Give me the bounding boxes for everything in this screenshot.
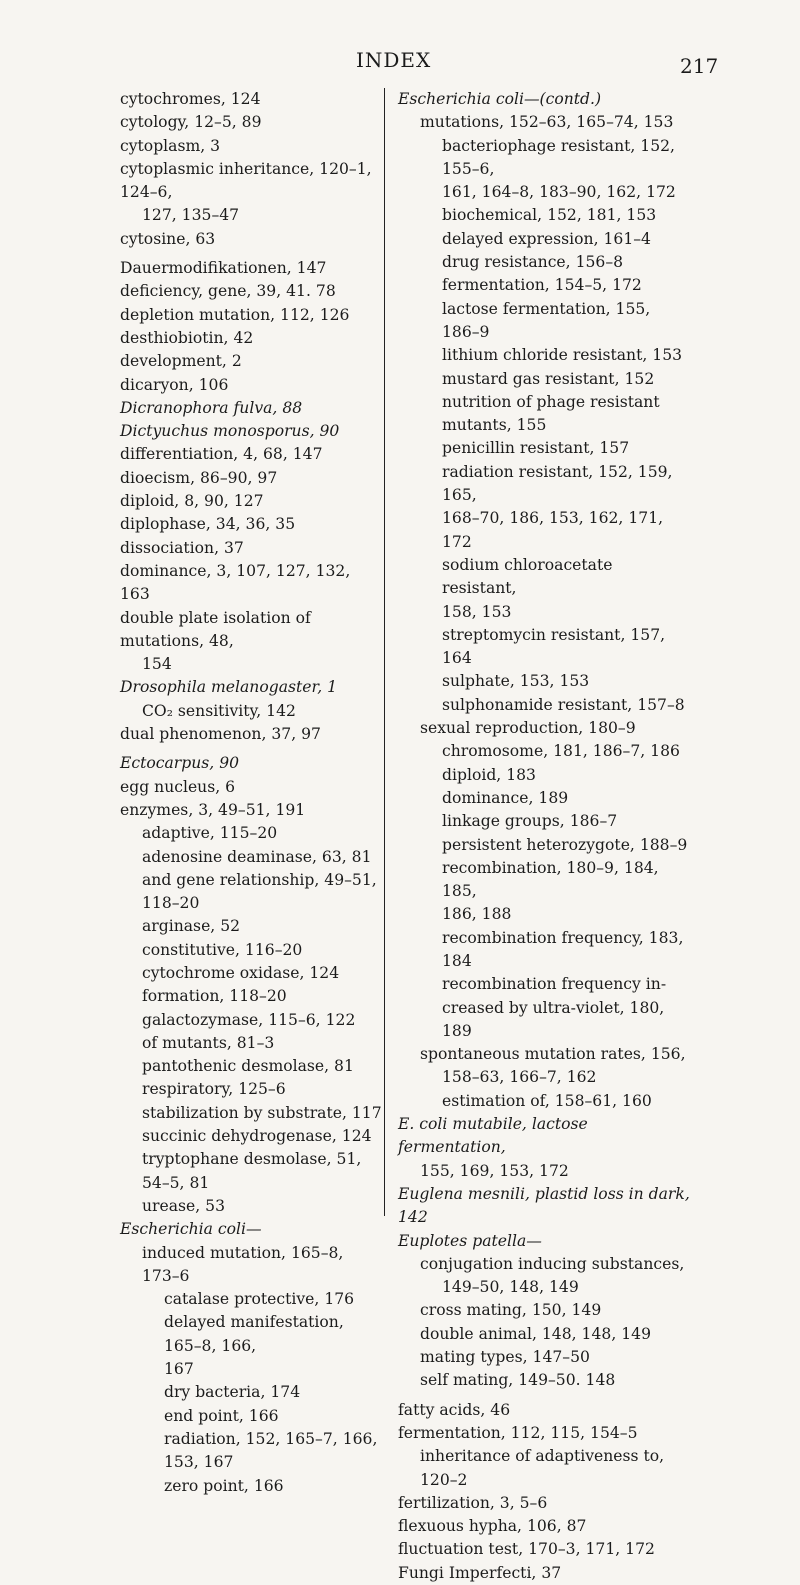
index-subsubentry: estimation of, 158–61, 160 (442, 1091, 652, 1110)
index-subsubentry: sulphate, 153, 153 (442, 672, 590, 691)
index-entry (120, 420, 382, 443)
index-subsubentry: 158–63, 166–7, 162 (442, 1068, 597, 1087)
index-entry: enzymes, 3, 49–51, 191 (120, 800, 306, 819)
index-subentry: of mutants, 81–3 (142, 1033, 275, 1052)
index-subsubentry: end point, 166 (164, 1406, 279, 1425)
index-entry: deficiency, gene, 39, 41. 78 (120, 282, 336, 301)
index-subsubentry: bacteriophage resistant, 152, 155–6, (442, 136, 676, 178)
taxon-name: Euglena mesnili, plastid loss in dark, 142 (398, 1184, 690, 1227)
index-entry: egg nucleus, 6 (120, 777, 236, 796)
index-subsubentry: radiation resistant, 152, 159, 165, (442, 462, 673, 505)
index-subentry: sexual reproduction, 180–9 (420, 719, 636, 738)
index-subsubentry: sodium chloroacetate resistant, (442, 555, 613, 598)
taxon-name: Ectocarpus, 90 (120, 754, 240, 773)
index-entry: depletion mutation, 112, 126 (120, 305, 350, 324)
index-subentry: respiratory, 125–6 (142, 1080, 286, 1099)
index-entry: Dauermodifikationen, 147 (120, 259, 327, 278)
index-subsubentry: mutants, 155 (442, 416, 547, 435)
index-entry: desthiobiotin, 42 (120, 328, 254, 347)
index-entry: cytology, 12–5, 89 (120, 113, 262, 132)
index-entry: dioecism, 86–90, 97 (120, 468, 278, 487)
index-subsubentry: radiation, 152, 165–7, 166, 153, 167 (164, 1429, 378, 1472)
index-entry (398, 1230, 690, 1253)
index-subsubentry: sulphonamide resistant, 157–8 (442, 695, 685, 714)
taxon-name: Escherichia coli—(contd.) (398, 90, 602, 108)
index-entry: development, 2 (120, 352, 242, 371)
index-subsubentry: streptomycin resistant, 157, 164 (442, 625, 666, 668)
index-subsubentry: lithium chloride resistant, 153 (442, 346, 683, 365)
index-subentry: self mating, 149–50. 148 (420, 1371, 616, 1390)
index-entry: fatty acids, 46 (398, 1400, 511, 1419)
index-entry (398, 1113, 690, 1160)
taxon-name: Dicranophora fulva, 88 (120, 398, 303, 417)
index-entry: dicaryon, 106 (120, 375, 229, 394)
index-entry (398, 1183, 690, 1230)
index-entry-continued: 154 (142, 655, 172, 674)
index-entry: fermentation, 112, 115, 154–5 (398, 1423, 638, 1442)
taxon-name: Escherichia coli— (120, 1220, 262, 1239)
index-subsubentry: creased by ultra-violet, 180, 189 (442, 998, 665, 1040)
index-entry: fluctuation test, 170–3, 171, 172 (398, 1540, 655, 1559)
taxon-name: Euplotes patella— (398, 1231, 542, 1250)
index-entry-continued: 155, 169, 153, 172 (420, 1161, 569, 1180)
index-subsubentry: mustard gas resistant, 152 (442, 369, 655, 388)
index-entry (120, 1218, 382, 1241)
index-subentry: mutations, 152–63, 165–74, 153 (420, 113, 674, 132)
index-subsubentry: 186, 188 (442, 905, 512, 924)
index-entry: differentiation, 4, 68, 147 (120, 445, 323, 464)
index-entry: diplophase, 34, 36, 35 (120, 515, 296, 534)
index-subentry: and gene relationship, 49–51, 118–20 (142, 870, 377, 913)
index-subsubentry: catalase protective, 176 (164, 1290, 355, 1309)
index-subsubentry: drug resistance, 156–8 (442, 253, 624, 272)
index-entry: Fungi Imperfecti, 37 (398, 1563, 562, 1582)
index-entry (120, 676, 382, 699)
index-entry (120, 752, 382, 775)
index-subentry: succinic dehydrogenase, 124 (142, 1127, 372, 1146)
taxon-name: Drosophila melanogaster, 1 (120, 678, 338, 697)
index-subsubentry: 149–50, 148, 149 (442, 1278, 579, 1297)
index-entry: double plate isolation of mutations, 48, (120, 608, 311, 650)
index-subsubentry: penicillin resistant, 157 (442, 439, 630, 458)
index-subsubentry: chromosome, 181, 186–7, 186 (442, 742, 680, 761)
index-subentry: constitutive, 116–20 (142, 940, 303, 959)
index-entry: diploid, 8, 90, 127 (120, 492, 264, 511)
index-subentry: adenosine deaminase, 63, 81 (142, 847, 372, 866)
index-entry: cytoplasm, 3 (120, 136, 221, 155)
index-subentry: formation, 118–20 (142, 987, 287, 1006)
index-subentry: mating types, 147–50 (420, 1348, 590, 1367)
index-subentry: cross mating, 150, 149 (420, 1301, 602, 1320)
index-subentry: CO₂ sensitivity, 142 (142, 701, 296, 720)
page-header (0, 48, 800, 78)
index-subsubentry: recombination, 180–9, 184, 185, (442, 858, 659, 901)
index-entry: dissociation, 37 (120, 538, 244, 557)
index-subsubentry: 158, 153 (442, 602, 512, 621)
index-subsubentry: biochemical, 152, 181, 153 (442, 206, 657, 225)
taxon-name: E. coli mutabile, lactose fermentation, (398, 1115, 588, 1157)
index-entry (120, 397, 382, 420)
index-subsubentry: lactose fermentation, 155, 186–9 (442, 299, 651, 341)
index-column-left (120, 88, 382, 1498)
index-subsubentry: nutrition of phage resistant (442, 392, 660, 411)
running-title: INDEX (356, 48, 432, 72)
index-subsubentry: diploid, 183 (442, 765, 536, 784)
index-entry: cytoplasmic inheritance, 120–1, 124–6, (120, 159, 372, 202)
index-subsubentry: delayed manifestation, 165–8, 166, (164, 1313, 344, 1355)
index-entry: cytosine, 63 (120, 229, 216, 248)
index-subentry: stabilization by substrate, 117 (142, 1103, 382, 1122)
index-subsubentry: delayed expression, 161–4 (442, 229, 651, 248)
index-column-right (398, 88, 690, 1585)
index-entry (398, 88, 690, 111)
index-subentry: urease, 53 (142, 1196, 226, 1215)
index-subentry: conjugation inducing substances, (420, 1254, 685, 1273)
index-entry: fertilization, 3, 5–6 (398, 1493, 548, 1512)
index-entry: cytochromes, 124 (120, 90, 261, 108)
index-subentry: spontaneous mutation rates, 156, (420, 1045, 686, 1064)
taxon-name: Dictyuchus monosporus, 90 (120, 422, 340, 441)
index-subsubentry: recombination frequency in- (442, 975, 667, 994)
index-subsubentry: persistent heterozygote, 188–9 (442, 835, 688, 854)
index-subsubentry: linkage groups, 186–7 (442, 812, 618, 831)
index-subsubentry: 167 (164, 1360, 194, 1379)
column-divider (384, 88, 385, 1216)
index-subentry: cytochrome oxidase, 124 (142, 963, 340, 982)
index-subentry: adaptive, 115–20 (142, 824, 278, 843)
index-subentry: induced mutation, 165–8, 173–6 (142, 1243, 344, 1285)
index-subsubentry: dry bacteria, 174 (164, 1383, 301, 1402)
index-subentry: arginase, 52 (142, 917, 241, 936)
index-entry: flexuous hypha, 106, 87 (398, 1517, 587, 1536)
index-subentry: pantothenic desmolase, 81 (142, 1057, 354, 1076)
index-subsubentry: fermentation, 154–5, 172 (442, 276, 642, 295)
index-subsubentry: zero point, 166 (164, 1476, 284, 1495)
index-subsubentry: dominance, 189 (442, 788, 569, 807)
index-entry: dual phenomenon, 37, 97 (120, 725, 321, 744)
index-subsubentry: 168–70, 186, 153, 162, 171, 172 (442, 509, 664, 551)
index-subsubentry: 161, 164–8, 183–90, 162, 172 (442, 183, 676, 202)
index-subentry: double animal, 148, 148, 149 (420, 1324, 651, 1343)
index-subsubentry: recombination frequency, 183, 184 (442, 928, 684, 970)
page-number: 217 (680, 54, 719, 78)
index-subentry: tryptophane desmolase, 51, 54–5, 81 (142, 1150, 362, 1192)
index-entry: dominance, 3, 107, 127, 132, 163 (120, 561, 351, 604)
index-subentry: galactozymase, 115–6, 122 (142, 1010, 356, 1029)
index-subentry: inheritance of adaptiveness to, 120–2 (420, 1447, 665, 1489)
index-entry-continued: 127, 135–47 (142, 206, 240, 225)
